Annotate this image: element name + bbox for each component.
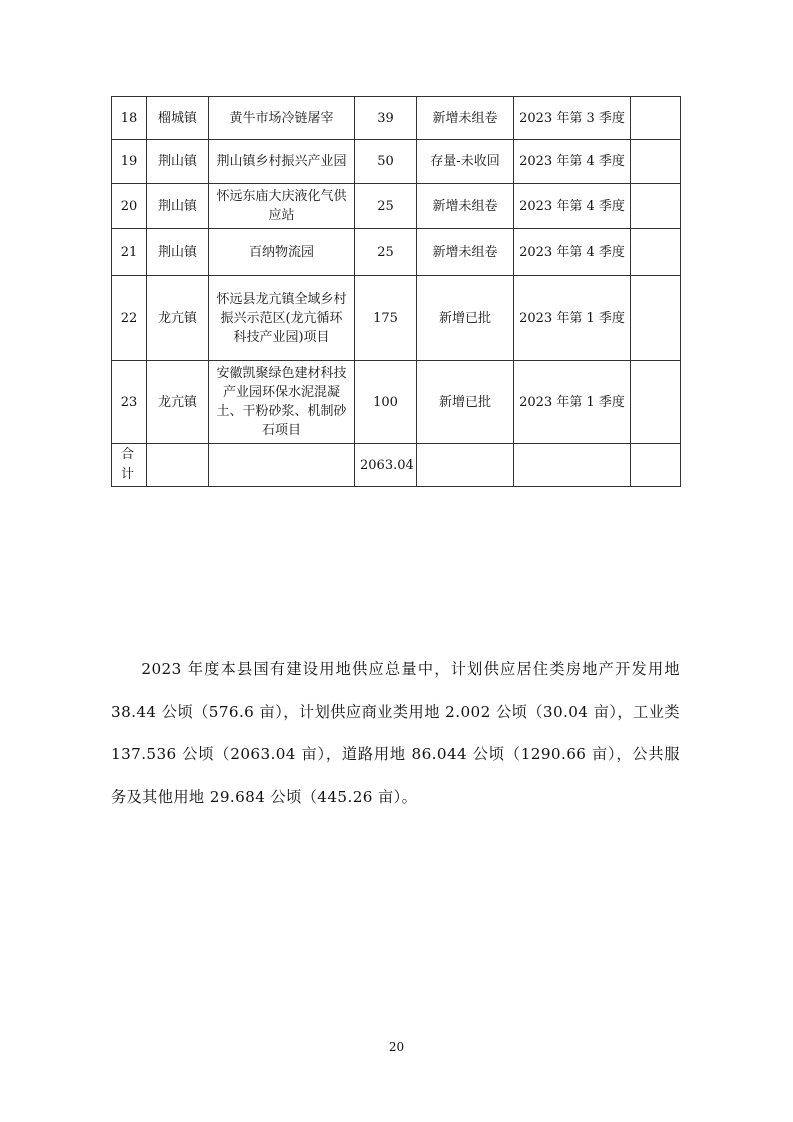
table-row bbox=[112, 184, 681, 229]
total-label-cell: 合计 bbox=[112, 444, 147, 487]
status-cell: 新增已批 bbox=[417, 361, 514, 444]
town-cell: 榴城镇 bbox=[147, 97, 209, 140]
row-number-cell: 22 bbox=[112, 276, 147, 361]
period-cell: 2023 年第 4 季度 bbox=[514, 229, 631, 276]
note-cell bbox=[631, 140, 681, 184]
area-cell: 100 bbox=[355, 361, 417, 444]
area-cell: 25 bbox=[355, 229, 417, 276]
land-supply-table bbox=[111, 96, 681, 487]
status-cell: 新增未组卷 bbox=[417, 229, 514, 276]
total-row bbox=[112, 444, 681, 487]
table-row bbox=[112, 229, 681, 276]
table-row bbox=[112, 140, 681, 184]
status-cell: 新增已批 bbox=[417, 276, 514, 361]
project-cell: 安徽凯聚绿色建材科技产业园环保水泥混凝土、干粉砂浆、机制砂石项目 bbox=[209, 361, 355, 444]
town-cell: 龙亢镇 bbox=[147, 361, 209, 444]
total-empty-cell bbox=[417, 444, 514, 487]
row-number-cell: 21 bbox=[112, 229, 147, 276]
note-cell bbox=[631, 184, 681, 229]
period-cell: 2023 年第 4 季度 bbox=[514, 184, 631, 229]
total-empty-cell bbox=[631, 444, 681, 487]
row-number-cell: 23 bbox=[112, 361, 147, 444]
project-cell: 百纳物流园 bbox=[209, 229, 355, 276]
total-empty-cell bbox=[514, 444, 631, 487]
town-cell: 荆山镇 bbox=[147, 184, 209, 229]
total-area-cell: 2063.04 bbox=[355, 444, 417, 487]
status-cell: 新增未组卷 bbox=[417, 184, 514, 229]
land-supply-summary-paragraph: 2023 年度本县国有建设用地供应总量中，计划供应居住类房地产开发用地 38.44 公顷（576.6 亩），计划供应商业类用地 2.002 公顷（30.04 亩），工业类 137.536 公顷（2063.04 亩），道路用地 86.044 公顷（1290.66 亩），公共服务及其他用地 29.684 公顷（445.26 亩）。 bbox=[111, 660, 680, 807]
area-cell: 50 bbox=[355, 140, 417, 184]
table-row bbox=[112, 361, 681, 444]
town-cell: 荆山镇 bbox=[147, 140, 209, 184]
project-cell: 黄牛市场冷链屠宰 bbox=[209, 97, 355, 140]
row-number-cell: 19 bbox=[112, 140, 147, 184]
status-cell: 存量-未收回 bbox=[417, 140, 514, 184]
area-cell: 25 bbox=[355, 184, 417, 229]
town-cell: 龙亢镇 bbox=[147, 276, 209, 361]
town-cell: 荆山镇 bbox=[147, 229, 209, 276]
total-empty-cell bbox=[147, 444, 209, 487]
area-cell: 39 bbox=[355, 97, 417, 140]
note-cell bbox=[631, 276, 681, 361]
total-empty-cell bbox=[209, 444, 355, 487]
status-cell: 新增未组卷 bbox=[417, 97, 514, 140]
period-cell: 2023 年第 1 季度 bbox=[514, 361, 631, 444]
row-number-cell: 18 bbox=[112, 97, 147, 140]
page-number: 20 bbox=[388, 1040, 405, 1054]
project-cell: 怀远县龙亢镇全域乡村振兴示范区(龙亢循环科技产业园)项目 bbox=[209, 276, 355, 361]
period-cell: 2023 年第 4 季度 bbox=[514, 140, 631, 184]
table-row bbox=[112, 276, 681, 361]
period-cell: 2023 年第 1 季度 bbox=[514, 276, 631, 361]
note-cell bbox=[631, 97, 681, 140]
area-cell: 175 bbox=[355, 276, 417, 361]
period-cell: 2023 年第 3 季度 bbox=[514, 97, 631, 140]
note-cell bbox=[631, 361, 681, 444]
row-number-cell: 20 bbox=[112, 184, 147, 229]
project-cell: 荆山镇乡村振兴产业园 bbox=[209, 140, 355, 184]
project-cell: 怀远东庙大庆液化气供应站 bbox=[209, 184, 355, 229]
table-row bbox=[112, 97, 681, 140]
table-body bbox=[112, 97, 681, 487]
note-cell bbox=[631, 229, 681, 276]
